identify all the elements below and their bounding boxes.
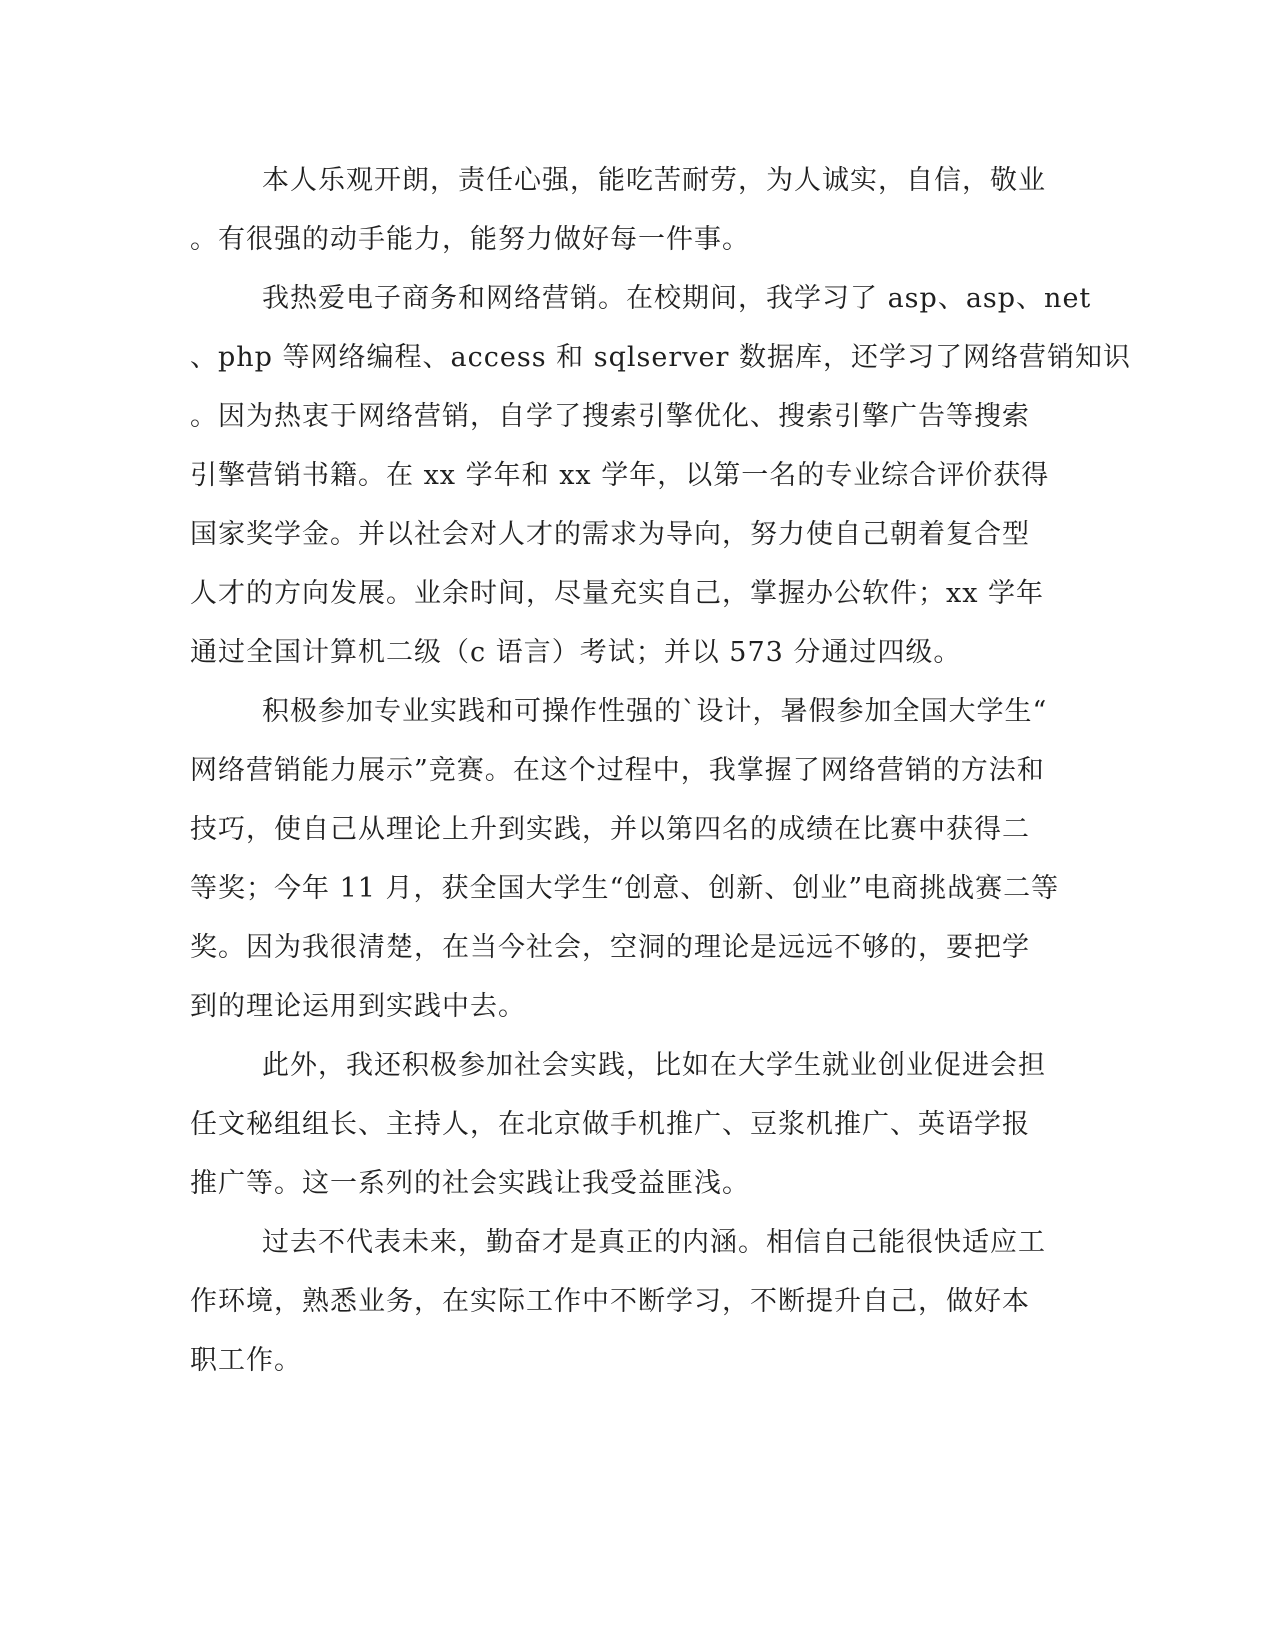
paragraph-4-line-1: 此外，我还积极参加社会实践，比如在大学生就业创业促进会担 xyxy=(262,1050,1046,1081)
paragraph-3-line-4: 等奖；今年 11 月，获全国大学生“创意、创新、创业”电商挑战赛二等 xyxy=(190,873,1060,904)
paragraph-1-line-1: 本人乐观开朗，责任心强，能吃苦耐劳，为人诚实，自信，敬业 xyxy=(262,165,1046,196)
paragraph-2-line-4: 引擎营销书籍。在 xx 学年和 xx 学年，以第一名的专业综合评价获得 xyxy=(190,460,1050,491)
paragraph-4-line-2: 任文秘组组长、主持人，在北京做手机推广、豆浆机推广、英语学报 xyxy=(190,1109,1030,1140)
paragraph-2-line-3: 。因为热衷于网络营销，自学了搜索引擎优化、搜索引擎广告等搜索 xyxy=(190,401,1030,432)
paragraph-1-line-2: 。有很强的动手能力，能努力做好每一件事。 xyxy=(190,224,750,255)
paragraph-5-line-1: 过去不代表未来，勤奋才是真正的内涵。相信自己能很快适应工 xyxy=(262,1227,1046,1258)
paragraph-3-line-5: 奖。因为我很清楚，在当今社会，空洞的理论是远远不够的，要把学 xyxy=(190,932,1030,963)
paragraph-3-line-6: 到的理论运用到实践中去。 xyxy=(190,991,526,1022)
paragraph-3-line-2: 网络营销能力展示”竞赛。在这个过程中，我掌握了网络营销的方法和 xyxy=(190,755,1045,786)
paragraph-2-line-6: 人才的方向发展。业余时间，尽量充实自己，掌握办公软件；xx 学年 xyxy=(190,578,1045,609)
paragraph-2-line-7: 通过全国计算机二级（c 语言）考试；并以 573 分通过四级。 xyxy=(190,637,962,668)
paragraph-5-line-2: 作环境，熟悉业务，在实际工作中不断学习，不断提升自己，做好本 xyxy=(190,1286,1030,1317)
paragraph-4-line-3: 推广等。这一系列的社会实践让我受益匪浅。 xyxy=(190,1168,750,1199)
paragraph-3-line-1: 积极参加专业实践和可操作性强的`设计，暑假参加全国大学生“ xyxy=(262,696,1048,727)
paragraph-5-line-3: 职工作。 xyxy=(190,1345,302,1376)
paragraph-3-line-3: 技巧，使自己从理论上升到实践，并以第四名的成绩在比赛中获得二 xyxy=(190,814,1030,845)
paragraph-2-line-5: 国家奖学金。并以社会对人才的需求为导向，努力使自己朝着复合型 xyxy=(190,519,1030,550)
paragraph-2-line-1: 我热爱电子商务和网络营销。在校期间，我学习了 asp、asp、net xyxy=(262,283,1092,314)
paragraph-2-line-2: 、php 等网络编程、access 和 sqlserver 数据库，还学习了网络营销知识 xyxy=(190,342,1131,373)
